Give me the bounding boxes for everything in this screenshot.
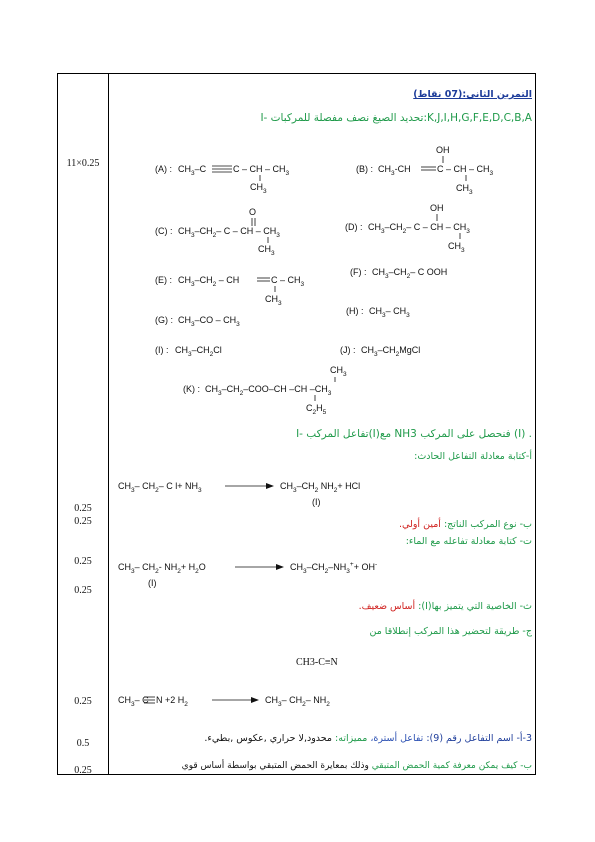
compound-h — [346, 306, 410, 319]
question-2b — [399, 519, 532, 530]
svg-text:CH3– CH2- NH2+ H2O: $CH_3-$ $CH_2-$ $NH_2+ H_2O$ — [118, 562, 206, 575]
question-2e: ج- طريقة لتحضير هذا المركب إنطلاقا من — [369, 626, 532, 637]
question-3b — [182, 761, 532, 771]
reaction-ammonia — [118, 481, 360, 507]
compound-a — [155, 164, 290, 195]
svg-text:CH3– CH3: $CH_3-$ $CH_3$ — [369, 306, 410, 319]
score-2: 0.25 — [74, 503, 92, 514]
compound-k — [183, 365, 347, 416]
svg-text:N +2 H2: N +2 $H_2$ — [156, 695, 188, 708]
svg-text:CH3– CH2– NH2: $CH_3-$ $CH_2-$ $NH_2$ — [265, 695, 330, 708]
svg-text:O: O — [249, 207, 257, 217]
question-2d-label: ث- الخاصية التي يتميز بها(I): — [418, 601, 532, 612]
compound-b — [356, 145, 494, 196]
question-1-number: I- — [260, 112, 268, 124]
compound-g — [155, 315, 240, 328]
question-3a-props: محدود,لا حراري ,عكوس ,بطيء. — [204, 733, 332, 744]
svg-text:C – CH3: C – $CH_3$ — [271, 275, 305, 288]
svg-text:CH3: $CH_3$ — [330, 365, 347, 378]
svg-text:(I): (I) — [312, 497, 321, 507]
exercise-title: التمرين الثاني:(07 نقاط) — [413, 89, 532, 100]
svg-text:CH3– CH2– C l+ NH3: $CH_3-$ $CH_2-$ C $l+ NH_3$ — [118, 481, 202, 494]
svg-text:C – CH – CH3: C – CH – $CH_3$ — [233, 164, 290, 177]
reaction-water — [118, 561, 377, 588]
svg-text:(I): (I) — [148, 578, 157, 588]
svg-text:CH3–CH2– C – CH – CH3: $CH_3-CH_2-$ C – CH – $CH_3$ — [178, 226, 280, 239]
question-3b-label: ب- كيف يمكن معرفة كمية الحمض المتبقي — [371, 761, 532, 771]
score-7: 0.5 — [76, 738, 90, 749]
svg-text:CH3–C: $CH_3-C$ — [178, 164, 207, 177]
question-2d-answer: أساس ضعيف. — [358, 601, 416, 612]
svg-text:(K) :: (K) : — [183, 384, 200, 394]
question-3a-label: 3-أ- اسم التفاعل رقم (9): — [426, 733, 532, 744]
svg-text:CH3–CH2 – CH: $CH_3-CH_2$ – CH — [178, 275, 240, 288]
question-2c: ت- كتابة معادلة تفاعله مع الماء: — [405, 536, 532, 547]
question-3a-props-label: مميزاته: — [335, 733, 368, 744]
question-3b-answer: وذلك بمعايرة الحمض المتبقي بواسطة أساس قوي — [181, 761, 369, 771]
svg-text:(F) :: (F) : — [350, 267, 367, 277]
svg-text:CH3-CH: $CH_3-CH$ — [378, 164, 411, 177]
compound-e — [155, 275, 305, 307]
compound-f — [350, 267, 447, 280]
reaction-nitrile — [118, 695, 330, 708]
score-8: 0.25 — [74, 765, 92, 776]
svg-text:CH3–CH2 NH2+ HCl: $CH_3-CH_2$ $NH_2+$ HCl — [280, 481, 361, 494]
svg-text:CH3–CH2–NH3++ OH-: $CH_3-CH_2-NH_3^++ OH^-$ — [290, 561, 378, 575]
svg-text:(H) :: (H) : — [346, 306, 364, 316]
svg-text:CH3–CH2Cl: $CH_3-CH_2Cl$ — [175, 345, 222, 358]
question-3a-name: تفاعل أسترة، — [370, 733, 424, 744]
svg-text:(G) :: (G) : — [155, 315, 173, 325]
compound-i — [155, 345, 222, 358]
svg-text:CH3: $CH_3$ — [456, 183, 473, 196]
question-2b-label: ب- نوع المركب الناتج: — [443, 519, 532, 530]
question-2d — [359, 601, 532, 612]
svg-text:CH3–CH2MgCl: $CH_3-CH_2MgCl$ — [361, 345, 421, 358]
score-4: 0.25 — [74, 556, 92, 567]
svg-text:CH3– C: $CH_3-$ C — [118, 695, 149, 708]
svg-text:(J) :: (J) : — [340, 345, 356, 355]
score-6: 0.25 — [74, 696, 92, 707]
svg-text:CH3–CH2– C – CH – CH3: $CH_3-CH_2-$ C – CH – $CH_3$ — [368, 222, 470, 235]
question-2-heading: I- تفاعل المركب(I)مع NH3 فنحصل على المركب (I) . — [296, 428, 532, 440]
svg-text:(I) :: (I) : — [155, 345, 169, 355]
compound-d — [345, 203, 470, 254]
question-2a: أ-كتابة معادلة التفاعل الحادث: — [414, 451, 532, 462]
score-3: 0.25 — [74, 516, 92, 527]
compound-j — [340, 345, 420, 358]
question-3a — [204, 733, 532, 744]
svg-text:CH3–CH2– C OOH: $CH_3-CH_2-$ C OOH — [372, 267, 448, 280]
svg-text:CH3–CO – CH3: $CH_3-CO - CH_3$ — [178, 315, 240, 328]
compound-c — [155, 207, 280, 257]
svg-text:(B) :: (B) : — [356, 164, 373, 174]
score-5: 0.25 — [74, 585, 92, 596]
svg-text:(A) :: (A) : — [155, 164, 172, 174]
svg-text:C2H5: $C_2H_5$ — [306, 403, 327, 416]
svg-text:(E) :: (E) : — [155, 275, 172, 285]
svg-text:OH: OH — [436, 145, 450, 155]
svg-text:CH3–CH2–COO–CH –CH –CH3: $CH_3-CH_2-COO-CH$ –CH $-CH_3$ — [205, 384, 332, 397]
score-1: 11×0.25 — [66, 158, 100, 169]
question-1-text: تحديد الصيغ نصف مفصلة للمركبات:K,J,I,H,G,F,E,D,C,B,A — [270, 112, 532, 124]
svg-text:(C) :: (C) : — [155, 226, 173, 236]
svg-text:CH3: $CH_3$ — [448, 241, 465, 254]
svg-text:CH3: $CH_3$ — [258, 244, 275, 257]
svg-text:C – CH – CH3: C – CH – $CH_3$ — [437, 164, 494, 177]
svg-text:(D) :: (D) : — [345, 222, 363, 232]
svg-text:CH3: $CH_3$ — [250, 182, 267, 195]
svg-text:OH: OH — [430, 203, 444, 213]
question-2b-answer: أمين أولي. — [399, 519, 441, 530]
nitrile-formula: CH3-C≡N — [296, 657, 338, 668]
svg-text:CH3: $CH_3$ — [265, 294, 282, 307]
